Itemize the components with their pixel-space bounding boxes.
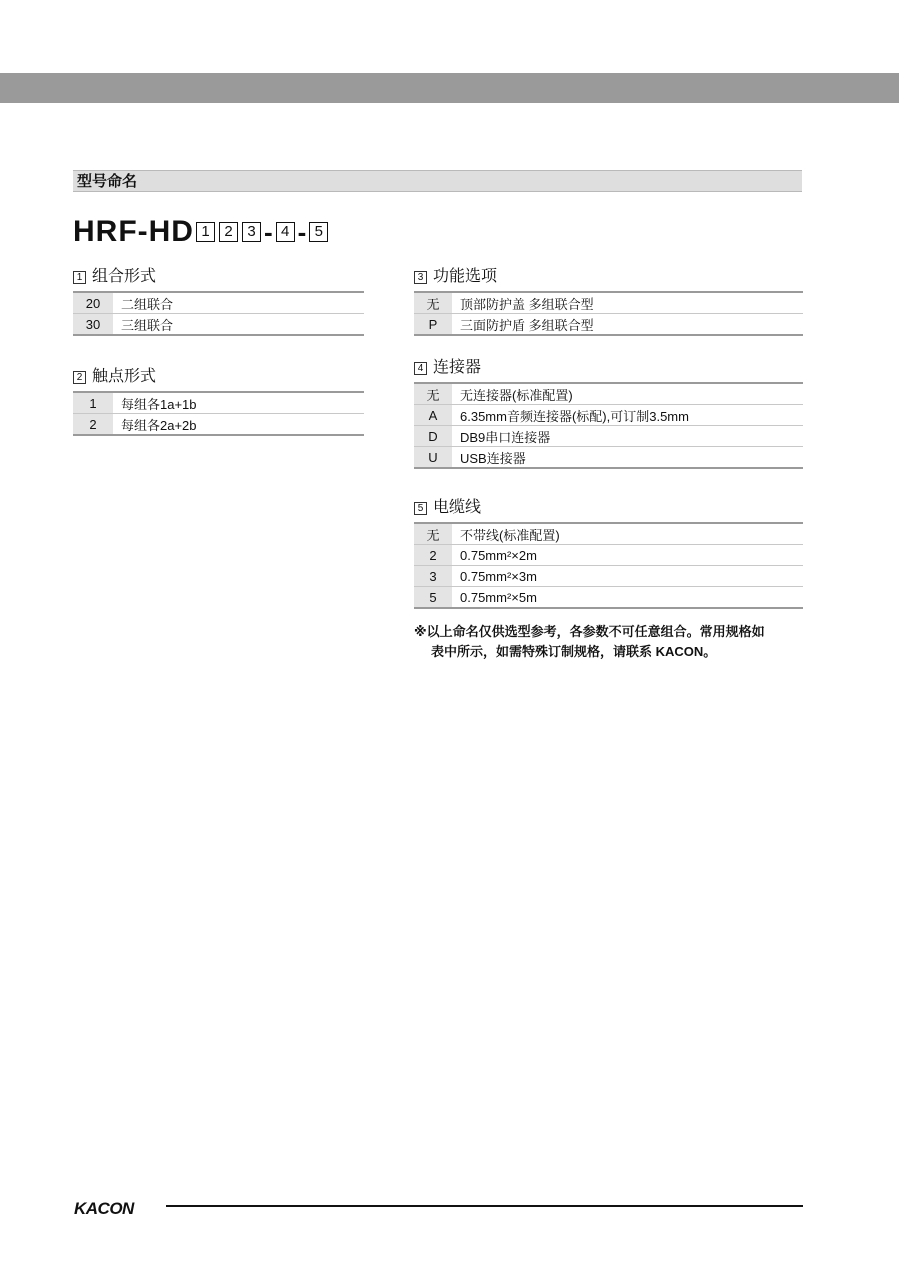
code-dash: - [263,217,273,247]
table-row [414,384,803,404]
desc-cell: 0.75mm²×3m [460,568,537,584]
code-cell: 无 [414,293,452,313]
number-box: 1 [73,271,86,284]
code-cell: 30 [73,314,113,334]
code-dash: - [297,217,307,247]
block-title: 连接器 [433,359,482,376]
table-row [414,404,803,425]
table-row [414,425,803,446]
table-row [73,293,364,313]
code-cell: 5 [414,587,452,607]
cable-block [414,497,803,609]
code-cell: 无 [414,384,452,404]
desc-cell: 二组联合 [121,296,174,312]
header-band [0,73,899,103]
table-row [414,565,803,586]
code-cell: D [414,426,452,446]
desc-cell: 0.75mm²×2m [460,547,537,563]
block-title: 组合形式 [92,268,157,285]
code-cell: 3 [414,566,452,586]
block-title: 触点形式 [92,368,157,385]
section-title: 型号命名 [77,173,138,190]
combination-block [73,266,364,336]
table-row [414,313,803,334]
contact-block [73,366,364,436]
connector-table [414,382,803,469]
section-header [73,170,802,192]
code-box-2: 2 [219,222,238,242]
code-box-5: 5 [309,222,328,242]
code-cell: 2 [414,545,452,565]
block-title: 电缆线 [433,499,482,516]
desc-cell: 0.75mm²×5m [460,589,537,605]
number-box: 4 [414,362,427,375]
table-row [414,524,803,544]
table-row [414,446,803,467]
block-title: 功能选项 [433,268,498,285]
table-row [414,293,803,313]
code-box-1: 1 [196,222,215,242]
kacon-logo: KACON [74,1199,134,1218]
desc-cell: 每组各1a+1b [121,396,197,412]
number-box: 5 [414,502,427,515]
footnote [414,622,806,662]
desc-cell: 三面防护盾 多组联合型 [460,317,594,333]
code-box-3: 3 [242,222,261,242]
table-row [73,413,364,434]
table-row [73,313,364,334]
desc-cell: 6.35mm音频连接器(标配),可订制3.5mm [460,408,689,424]
number-box: 3 [414,271,427,284]
options-block [414,266,803,336]
combination-table [73,291,364,336]
desc-cell: 无连接器(标准配置) [460,387,573,403]
code-cell: 1 [73,393,113,413]
table-row [414,544,803,565]
footnote-line-1: ※以上命名仅供选型参考，各参数不可任意组合。常用规格如 [414,624,765,639]
code-cell: U [414,447,452,467]
table-row [73,393,364,413]
model-prefix: HRF-HD [73,215,194,248]
model-code [73,214,330,250]
code-cell: 无 [414,524,452,544]
desc-cell: 三组联合 [121,317,174,333]
table-row [414,586,803,607]
desc-cell: 不带线(标准配置) [460,527,560,543]
contact-table [73,391,364,436]
desc-cell: 每组各2a+2b [121,417,197,433]
footnote-line-2: 表中所示，如需特殊订制规格，请联系 KACON。 [431,644,717,659]
code-cell: P [414,314,452,334]
desc-cell: USB连接器 [460,450,526,466]
cable-table [414,522,803,609]
code-cell: 20 [73,293,113,313]
desc-cell: DB9串口连接器 [460,429,551,445]
options-table [414,291,803,336]
footer-rule [166,1205,803,1207]
code-cell: 2 [73,414,113,434]
code-box-4: 4 [276,222,295,242]
connector-block [414,357,803,469]
desc-cell: 顶部防护盖 多组联合型 [460,296,594,312]
code-cell: A [414,405,452,425]
number-box: 2 [73,371,86,384]
